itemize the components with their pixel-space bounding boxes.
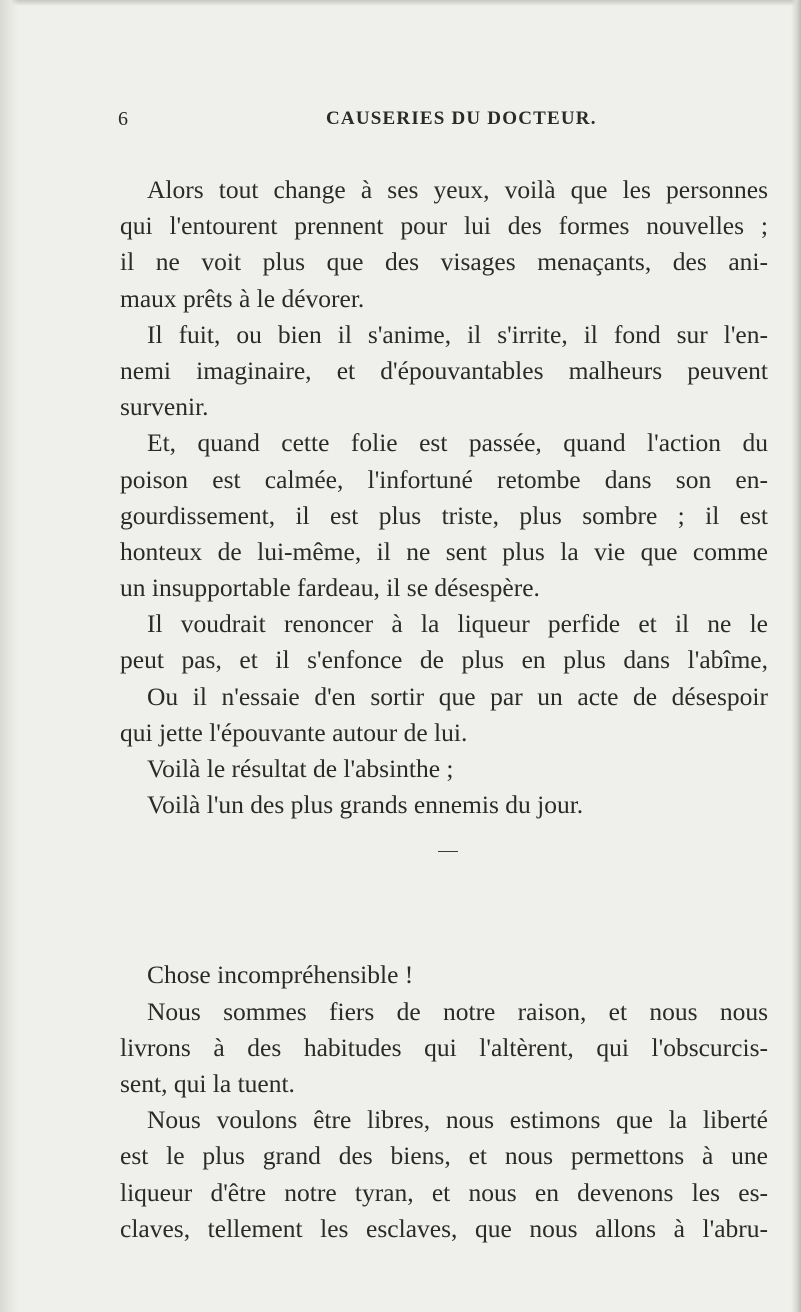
running-title: CAUSERIES DU DOCTEUR. [326,108,597,129]
text-line: est le plus grand des biens, et nous permettons à une [120,1141,768,1171]
text-line: poison est calmée, l'infortuné retombe dans son en- [120,464,768,494]
text-line: Il fuit, ou bien il s'anime, il s'irrite, il fond sur l'en- [147,319,768,349]
text-line: peut pas, et il s'enfonce de plus en plus dans l'abîme, [120,645,768,675]
page-header [118,108,746,138]
body-text [120,172,768,1247]
text-line: qui l'entourent prennent pour lui des formes nouvelles ; [120,211,768,241]
text-section-1 [120,172,768,823]
text-line: Voilà le résultat de l'absinthe ; [147,754,454,783]
page-number: 6 [118,108,128,130]
text-line: il ne voit plus que des visages menaçants, des ani- [120,247,768,277]
text-line: honteux de lui-même, il ne sent plus la vie que comme [120,536,768,566]
text-line: Et, quand cette folie est passée, quand l'action du [147,428,768,458]
text-line: Alors tout change à ses yeux, voilà que les personnes [147,175,768,204]
text-line: liqueur d'être notre tyran, et nous en devenons les es- [120,1177,768,1207]
text-line: Ou il n'essaie d'en sortir que par un acte de désespoir [147,681,768,711]
text-line: Chose incompréhensible ! [147,960,414,990]
text-line: claves, tellement les esclaves, que nous allons à l'abru- [120,1213,768,1243]
section-separator-rule [438,851,458,852]
page-left-edge [0,0,18,1312]
text-line: Nous voulons être libres, nous estimons que la liberté [147,1105,768,1135]
text-line: gourdissement, il est plus triste, plus sombre ; il est [120,500,768,530]
text-line: Voilà l'un des plus grands ennemis du jour. [147,790,584,820]
text-line: livrons à des habitudes qui l'altèrent, qui l'obscurcis- [120,1032,768,1062]
text-line: un insupportable fardeau, il se désespère. [120,573,540,603]
text-section-2 [120,957,768,1247]
text-line: Il voudrait renoncer à la liqueur perfide et il ne le [147,609,768,639]
text-line: qui jette l'épouvante autour de lui. [120,717,468,747]
section-spacing [120,895,768,957]
text-line: nemi imaginaire, et d'épouvantables malheurs peuvent [120,355,768,385]
section-separator-gap [120,823,768,895]
text-line: maux prêts à le dévorer. [120,283,365,313]
page-top-edge [0,0,801,6]
page-right-edge [791,0,801,1312]
text-line: sent, qui la tuent. [120,1068,295,1098]
text-line: Nous sommes fiers de notre raison, et nous nous [147,996,768,1026]
text-line: survenir. [120,392,209,422]
